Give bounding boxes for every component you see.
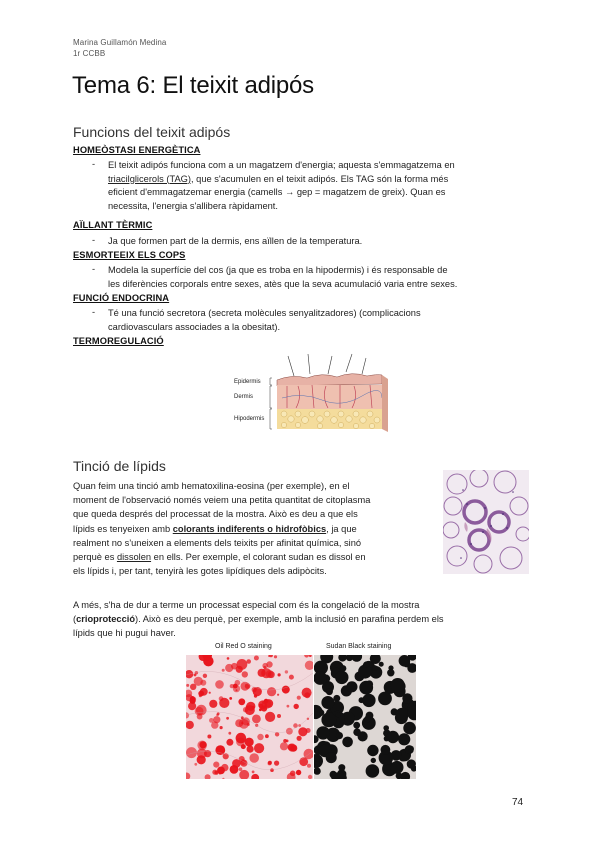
lipid-droplet (217, 767, 225, 775)
sudan-black-stained-image (314, 655, 416, 779)
lipid-droplet (215, 680, 224, 689)
lipid-droplet (302, 688, 312, 698)
lipid-droplet (216, 714, 219, 717)
lipid-droplet (335, 671, 348, 684)
lipid-droplet (338, 764, 345, 771)
lipid-droplet (296, 770, 301, 775)
author-name: Marina Guillamón Medina (73, 38, 167, 47)
text-line: Modela la superfície del cos (ja que es troba en la hipodermis) i és responsable de (108, 265, 448, 275)
lipid-droplet (342, 737, 353, 748)
label-epidermis: Epidermis (234, 379, 261, 385)
lipid-droplet (254, 743, 264, 753)
text-line: que queda després del processat de la mostra. Això es deu a que els (73, 509, 358, 520)
bullet-text-endocrina (108, 307, 528, 334)
lipid-droplet (257, 734, 263, 740)
text-line: els lípids i, per tant, tenyirà les gotes lipídiques dels adipòcits. (73, 566, 327, 577)
lipid-droplet (325, 655, 332, 662)
lipid-droplet (333, 695, 340, 702)
lipid-droplet (197, 755, 206, 764)
lipid-droplet (254, 656, 259, 661)
lipid-droplet (381, 745, 391, 755)
he-stained-adipose-image (443, 470, 529, 574)
text-line: Quan feim una tinció amb hematoxilina-eosina (per exemple), en el (73, 481, 350, 491)
lipid-droplet (316, 726, 329, 739)
subhead-aillant: AÏLLANT TÈRMIC (73, 220, 153, 230)
lipid-droplet (277, 694, 279, 696)
text-line: eficient d'emmagatzemar energia (camells → gep = magatzem de greix). Quan es (108, 187, 446, 197)
lipid-droplet (247, 746, 254, 753)
oil-red-micrograph (186, 655, 313, 779)
lipid-droplet (396, 708, 409, 721)
lipid-droplet (277, 714, 281, 718)
bullet-dash: - (92, 159, 96, 169)
lipid-droplet (222, 669, 225, 672)
lipid-droplet (236, 738, 245, 747)
bullet-text-esmorteeix (108, 264, 528, 291)
subhead-homeostasi: HOMEÒSTASI ENERGÈTICA (73, 145, 201, 155)
lipid-droplet (387, 731, 399, 743)
lipid-droplet (249, 753, 259, 763)
emphasis-colorants: colorants indiferents o hidrofòbics (172, 523, 327, 534)
subhead-endocrina: FUNCIÓ ENDOCRINA (73, 293, 170, 303)
lipid-droplet (204, 750, 211, 757)
lipid-droplet (209, 692, 211, 694)
subhead-esmorteeix: ESMORTEEIX ELS COPS (73, 250, 186, 260)
lipid-droplet (336, 732, 343, 739)
lipid-droplet (238, 698, 245, 705)
section-heading-tincio: Tinció de lípids (73, 458, 166, 474)
lipid-droplet (297, 736, 302, 741)
lipid-droplet (314, 671, 327, 685)
lipid-droplet (346, 681, 357, 692)
lipid-droplet (239, 767, 243, 771)
text-line: necessita, l'energia s'allibera ràpidament. (108, 200, 278, 211)
text-line (108, 173, 528, 187)
label-dermis: Dermis (234, 394, 253, 400)
oil-red-stained-image (186, 655, 313, 779)
text-line: realment no s'uneixen a elements dels teixits per afinitat química, sinó (73, 537, 362, 548)
bullet-text-homeostasi (108, 159, 528, 213)
lipid-droplet (383, 725, 389, 731)
text-line: cardiovasculars associades a la obesitat). (108, 321, 281, 332)
lipid-droplet (326, 752, 337, 763)
lipid-droplet (267, 687, 276, 696)
lipid-droplet (280, 742, 288, 750)
lipid-droplet (211, 721, 218, 728)
lipid-droplet (391, 761, 404, 774)
text-span: lípids es tenyeixen amb (73, 523, 173, 534)
lipid-droplet (194, 677, 203, 686)
lipid-droplet (367, 745, 378, 756)
lipid-droplet (200, 688, 208, 696)
bullet-dash: - (92, 307, 96, 317)
lipid-droplet (286, 740, 289, 743)
emphasis-dissolen: dissolen (116, 552, 152, 563)
emphasis-crioproteccio: crioprotecció (76, 614, 136, 625)
lipid-droplet (232, 759, 241, 768)
lipid-droplet (246, 702, 255, 711)
lipid-droplet (203, 674, 207, 678)
lipid-droplet (194, 763, 197, 766)
lipid-droplet (403, 722, 416, 735)
lipid-droplet (290, 771, 296, 777)
lipid-droplet (207, 735, 211, 739)
lipid-droplet (227, 657, 230, 660)
course-label: 1r CCBB (73, 49, 106, 58)
lipid-droplet (270, 768, 274, 772)
lipid-droplet (252, 715, 261, 724)
lipid-droplet (241, 682, 250, 691)
bullet-dash: - (92, 235, 96, 245)
lipid-droplet (307, 764, 311, 768)
text-span: ( (73, 614, 77, 625)
bullet-dash: - (92, 264, 96, 274)
text-span: perquè es (73, 552, 117, 563)
lipid-droplet (242, 717, 250, 725)
lipid-droplet (274, 761, 279, 766)
lipid-droplet (288, 744, 296, 752)
text-line: Té una funció secretora (secreta molècules senyalitzadores) (complicacions (108, 308, 421, 318)
lipid-droplet (362, 694, 375, 707)
lipid-droplet (220, 726, 223, 729)
lipid-droplet (209, 700, 217, 708)
lipid-droplet (358, 731, 368, 741)
lipid-droplet (268, 761, 272, 765)
lipid-droplet (253, 687, 262, 696)
lipid-droplet (371, 758, 376, 763)
lipid-droplet (219, 698, 229, 708)
term-tag: triacilglicerols (TAG) (108, 173, 191, 184)
paragraph-tincio (73, 479, 433, 578)
lipid-droplet (226, 717, 229, 720)
label-sudan-black: Sudan Black staining (326, 643, 392, 650)
lipid-droplet (294, 704, 299, 709)
lipid-droplet (225, 664, 233, 672)
lipid-droplet (252, 771, 255, 774)
lipid-droplet (229, 697, 232, 700)
lipid-droplet (236, 666, 243, 673)
lipid-droplet (297, 696, 301, 700)
lipid-droplet (372, 665, 378, 671)
lipid-droplet (262, 699, 272, 709)
text-line: El teixit adipós funciona com a un magatzem d'energia; aquesta s'emmagatzema en (108, 160, 455, 170)
lipid-droplet (285, 670, 288, 673)
text-span: ). Això es deu perquè, per exemple, amb la inclusió en parafina perdem els (135, 614, 444, 625)
lipid-droplet (213, 762, 219, 768)
lipid-droplet (405, 745, 414, 754)
lipid-droplet (364, 715, 371, 722)
lipid-droplet (308, 775, 312, 779)
lipid-droplet (407, 759, 416, 768)
text-span: , que s'acumulen en el teixit adipós. Els TAG són la forma més (191, 173, 449, 184)
lipid-droplet (226, 739, 233, 746)
text-line: lípids que hi pugui haver. (73, 628, 176, 639)
lipid-droplet (340, 665, 347, 672)
lipid-droplet (265, 712, 275, 722)
lipid-droplet (366, 764, 380, 778)
lipid-droplet (398, 733, 410, 745)
section-heading-funcions: Funcions del teixit adipós (73, 124, 231, 140)
lipid-droplet (363, 662, 369, 668)
lipid-droplet (228, 732, 231, 735)
lipid-droplet (402, 693, 412, 703)
lipid-droplet (359, 681, 373, 695)
lipid-droplet (353, 722, 360, 729)
lipid-droplet (387, 669, 394, 676)
lipid-droplet (289, 675, 294, 680)
bullet-text-aillant: Ja que formen part de la dermis, ens aïllen de la temperatura. (108, 236, 363, 246)
sudan-black-micrograph (314, 655, 416, 779)
lipid-droplet (199, 741, 206, 748)
lipid-droplet (194, 674, 197, 677)
lipid-droplet (265, 734, 269, 738)
lipid-droplet (336, 712, 341, 717)
lipid-droplet (321, 713, 336, 728)
lipid-droplet (391, 678, 405, 692)
text-line (73, 612, 526, 626)
subhead-termoregulacio: TERMOREGULACIÓ (73, 336, 164, 346)
lipid-droplet (278, 673, 281, 676)
text-line (73, 550, 433, 564)
text-span: , ja que (326, 523, 357, 534)
text-line: A més, s'ha de dur a terme un processat especial com és la congelació de la mostra (73, 600, 420, 610)
lipid-droplet (195, 707, 204, 716)
he-micrograph (443, 470, 529, 574)
lipid-droplet (321, 696, 334, 709)
lipid-droplet (242, 671, 248, 677)
lipid-droplet (306, 728, 311, 733)
label-oil-red: Oil Red O staining (215, 643, 272, 650)
page-number: 74 (512, 797, 524, 808)
text-span: en ells. Per exemple, el colorant sudan es dissol en (151, 552, 366, 563)
page-title: Tema 6: El teixit adipós (72, 72, 314, 99)
lipid-droplet (287, 705, 290, 708)
lipid-droplet (212, 770, 217, 775)
lipid-droplet (274, 655, 277, 658)
lipid-droplet (326, 688, 333, 695)
label-hipodermis: Hipodermis (234, 416, 265, 422)
lipid-droplet (379, 662, 384, 667)
lipid-droplet (261, 668, 271, 678)
text-line: moment de l'observació només veiem una petita quantitat de citoplasma (73, 495, 371, 506)
paragraph-crioproteccio (73, 598, 526, 641)
text-line: les diferències corporals entre sexes, atès que la seva acumulació varia entre sexes. (108, 278, 458, 289)
lipid-droplet (233, 685, 240, 692)
lipid-droplet (286, 728, 293, 735)
skin-diagram (232, 352, 392, 432)
text-line (73, 522, 433, 536)
lipid-droplet (186, 684, 189, 687)
